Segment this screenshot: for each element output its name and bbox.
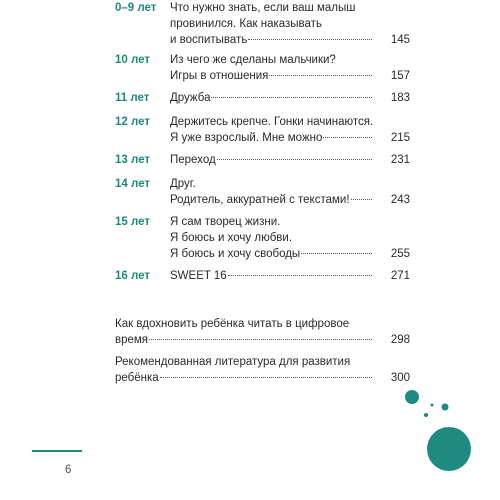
toc-line xyxy=(170,192,410,208)
toc-line-text: Родитель, аккуратней с текстами! xyxy=(170,194,350,206)
toc-entry-body xyxy=(170,52,410,84)
toc-line-text: и воспитывать xyxy=(170,34,248,46)
toc-entry-body xyxy=(170,214,410,262)
ink-blot-decoration xyxy=(395,385,500,500)
toc-line: Как вдохновить ребёнка читать в цифровое xyxy=(115,318,350,330)
dot-leader xyxy=(323,137,372,138)
toc-line xyxy=(170,268,410,284)
toc-line xyxy=(170,32,410,48)
page-number: 6 xyxy=(65,464,72,476)
toc-line xyxy=(170,68,410,84)
toc-line xyxy=(115,332,410,348)
toc-line-text: Игры в отношения xyxy=(170,70,269,82)
toc-page-number: 157 xyxy=(390,70,410,82)
dot-leader xyxy=(160,377,372,378)
toc-page-number: 255 xyxy=(390,248,410,260)
dot-leader xyxy=(269,75,372,76)
toc-page-number: 231 xyxy=(390,154,410,166)
toc-page-number: 300 xyxy=(390,372,410,384)
toc-age: 10 лет xyxy=(115,54,151,66)
toc-page-number: 183 xyxy=(390,92,410,104)
toc-line: Держитесь крепче. Гонки начинаются. xyxy=(170,116,374,128)
toc-line: Я сам творец жизни. xyxy=(170,216,281,228)
dot-leader xyxy=(351,199,372,200)
toc-line-text: Дружба xyxy=(170,92,211,104)
toc-line-text: Я уже взрослый. Мне можно xyxy=(170,132,323,144)
toc-age: 11 лет xyxy=(115,92,150,104)
toc-page-number: 145 xyxy=(390,34,410,46)
toc-line-text: Переход xyxy=(170,154,216,166)
toc-line xyxy=(170,246,410,262)
toc-extra-entry[interactable] xyxy=(115,354,410,386)
toc-line-text: Я боюсь и хочу свободы xyxy=(170,248,301,260)
toc-entry-body xyxy=(170,114,410,146)
toc-page-number: 243 xyxy=(390,194,410,206)
accent-underline xyxy=(32,450,82,452)
dot-leader xyxy=(217,159,372,160)
toc-line-text: время xyxy=(115,334,149,346)
toc-page-number: 298 xyxy=(390,334,410,346)
toc-entry-body xyxy=(170,268,410,284)
toc-line: Друг. xyxy=(170,178,196,190)
toc-line xyxy=(115,370,410,386)
toc-entry-body xyxy=(170,176,410,208)
toc-entry-body xyxy=(170,152,410,168)
toc-age: 13 лет xyxy=(115,154,151,166)
toc-line xyxy=(170,90,410,106)
dot-leader xyxy=(248,39,372,40)
toc-line xyxy=(170,130,410,146)
toc-age: 0–9 лет xyxy=(115,2,157,14)
dot-leader xyxy=(228,275,372,276)
toc-line: Я боюсь и хочу любви. xyxy=(170,232,293,244)
dot-leader xyxy=(211,97,372,98)
dot-leader xyxy=(301,253,372,254)
toc-age: 15 лет xyxy=(115,216,151,228)
toc-age: 12 лет xyxy=(115,116,151,128)
dot-leader xyxy=(149,339,372,340)
toc-entry-body xyxy=(170,90,410,106)
toc-line xyxy=(170,152,410,168)
toc-page-number: 271 xyxy=(390,270,410,282)
toc-line: Что нужно знать, если ваш малыш xyxy=(170,2,356,14)
toc-line-text: SWEET 16 xyxy=(170,270,227,282)
toc-line: провинился. Как наказывать xyxy=(170,18,322,30)
toc-line-text: ребёнка xyxy=(115,372,159,384)
toc-line: Рекомендованная литература для развития xyxy=(115,356,351,368)
toc-entry-body xyxy=(170,0,410,48)
toc-age: 16 лет xyxy=(115,270,151,282)
toc-age: 14 лет xyxy=(115,178,151,190)
toc-page-number: 215 xyxy=(390,132,410,144)
toc-extra-entry[interactable] xyxy=(115,316,410,348)
toc-line: Из чего же сделаны мальчики? xyxy=(170,54,336,66)
